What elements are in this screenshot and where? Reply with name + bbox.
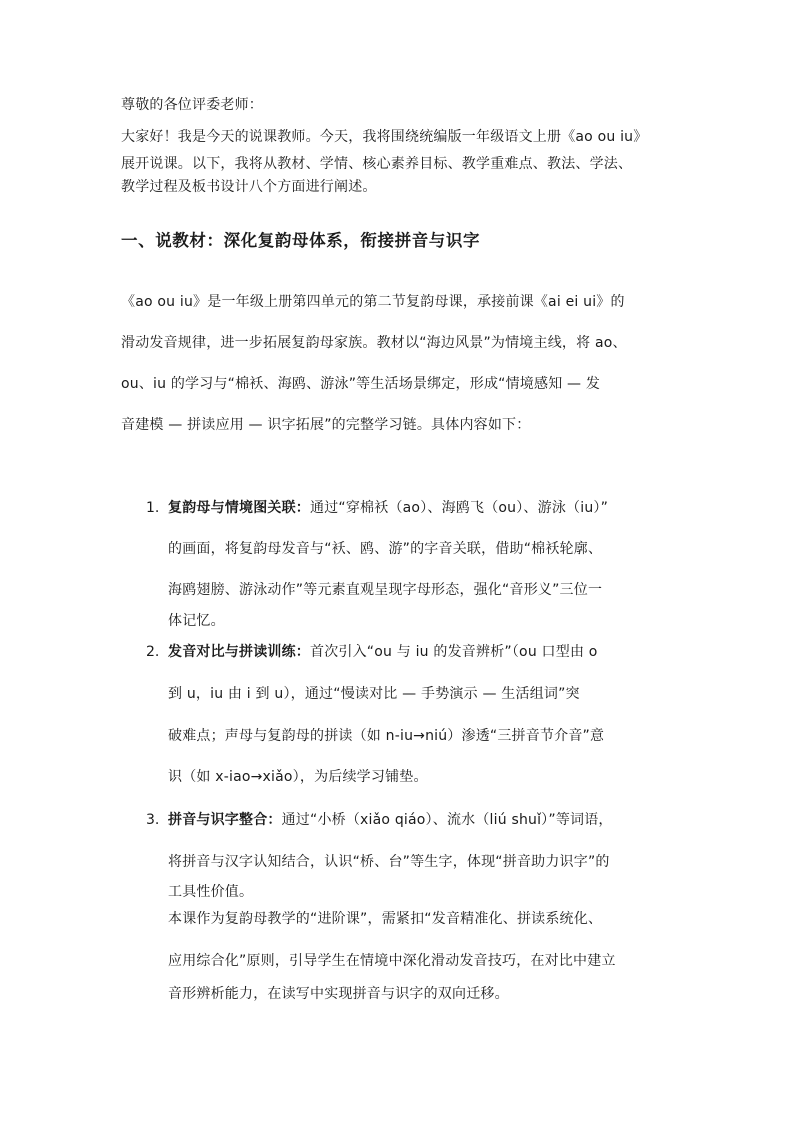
list-item-title: 复韵母与情境图关联： — [168, 500, 310, 516]
paragraph-line: ou、iu 的学习与“棉袄、海鸥、游泳”等生活场景绑定，形成“情境感知 — 发 — [121, 376, 601, 392]
list-item-line: 的画面，将复韵母发音与“袄、鸥、游”的字音关联，借助“棉袄轮廓、 — [168, 541, 603, 557]
list-item-text: 通过“小桥（xiǎo qiáo）、流水（liú shuǐ）”等词语， — [281, 812, 613, 828]
intro-line-3: 教学过程及板书设计八个方面进行阐述。 — [121, 179, 377, 195]
greeting: 尊敬的各位评委老师： — [121, 97, 263, 113]
list-item-line: 工具性价值。 — [168, 884, 254, 900]
list-item-line: 将拼音与汉字认知结合，认识“桥、台”等生字，体现“拼音助力识字”的 — [168, 854, 610, 870]
list-item-line: 海鸥翅膀、游泳动作”等元素直观呈现字母形态，强化“音形义”三位一 — [168, 582, 603, 598]
list-item-title: 拼音与识字整合： — [168, 812, 282, 828]
list-item-text: 首次引入“ou 与 iu 的发音辨析”（ou 口型由 o — [310, 644, 598, 660]
list-item-first-line — [168, 499, 608, 517]
list-item-line: 体记忆。 — [168, 613, 225, 629]
paragraph-line: 音建模 — 拼读应用 — 识字拓展”的完整学习链。具体内容如下： — [121, 417, 531, 433]
list-item-line: 识（如 x-iao→xiǎo），为后续学习铺垫。 — [168, 769, 428, 785]
list-item-title: 发音对比与拼读训练： — [168, 644, 310, 660]
list-number: 3. — [146, 812, 160, 828]
list-item-line: 破难点；声母与复韵母的拼读（如 n-iu→niú）渗透“三拼音节介音”意 — [168, 728, 605, 744]
list-item-first-line — [168, 643, 598, 661]
section-heading: 一、说教材：深化复韵母体系，衔接拼音与识字 — [121, 231, 481, 250]
paragraph-line: 滑动发音规律，进一步拓展复韵母家族。教材以“海边风景”为情境主线，将 ao、 — [121, 335, 627, 351]
list-number: 2. — [146, 644, 160, 660]
list-item-line: 到 u，iu 由 i 到 u），通过“慢读对比 — 手势演示 — 生活组词”突 — [168, 686, 580, 702]
list-item-first-line — [168, 811, 613, 829]
closing-line: 音形辨析能力，在读写中实现拼音与识字的双向迁移。 — [168, 986, 509, 1002]
list-number: 1. — [146, 500, 160, 516]
intro-line-1: 大家好！我是今天的说课教师。今天，我将围绕统编版一年级语文上册《ao ou iu》 — [121, 129, 648, 145]
closing-line: 应用综合化”原则，引导学生在情境中深化滑动发音技巧，在对比中建立 — [168, 953, 616, 969]
closing-line: 本课作为复韵母教学的“进阶课”，需紧扣“发音精准化、拼读系统化、 — [168, 911, 603, 927]
paragraph-line: 《ao ou iu》是一年级上册第四单元的第二节复韵母课，承接前课《ai ei ui》的 — [121, 294, 625, 310]
intro-line-2: 展开说课。以下，我将从教材、学情、核心素养目标、教学重难点、教法、学法、 — [121, 156, 633, 172]
list-item-text: 通过“穿棉袄（ao）、海鸥飞（ou）、游泳（iu）” — [310, 500, 609, 516]
